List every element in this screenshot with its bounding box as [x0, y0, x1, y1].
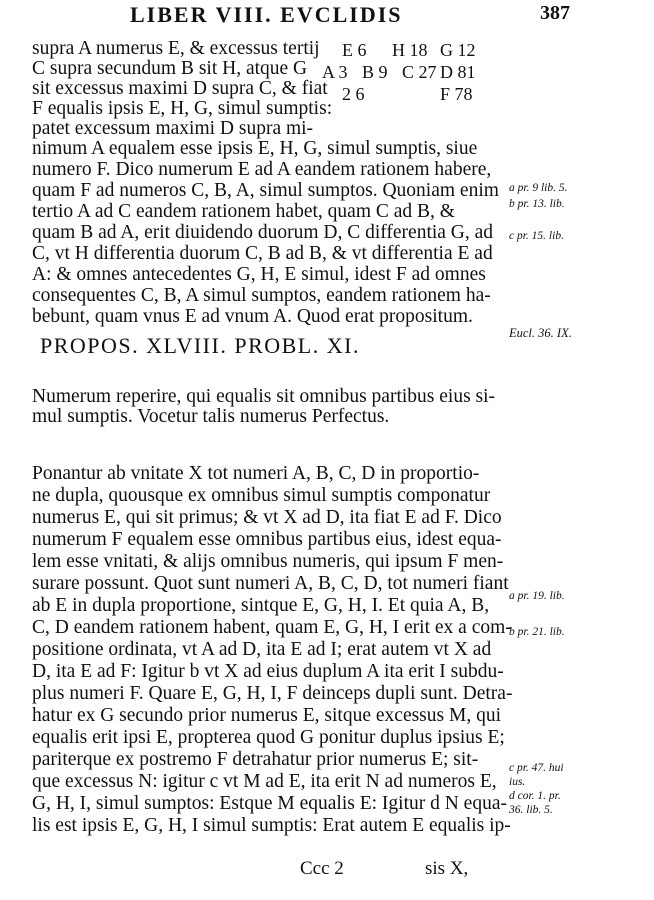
table-cell: G 12	[440, 40, 476, 60]
text-line: C, vt H differentia duorum C, B ad B, & vt differentia E ad	[32, 243, 493, 264]
table-cell: F 78	[440, 84, 473, 104]
text-line: numerus E, qui sit primus; & vt X ad D, ita fiat E ad F. Dico	[32, 507, 502, 528]
table-cell: E 6	[342, 40, 367, 60]
page-number: 387	[540, 2, 570, 24]
text-line: G, H, I, simul sumptos: Estque M equalis E: Igitur d N equa-	[32, 793, 507, 814]
enunciation-line: Numerum reperire, qui equalis sit omnibus partibus eius si-	[32, 386, 496, 407]
table-cell: C 27	[402, 62, 437, 82]
running-head: LIBER VIII. EVCLIDIS	[130, 2, 403, 27]
catchword: sis X,	[425, 858, 469, 879]
page-footer	[0, 858, 654, 884]
margin-note: c pr. 15. lib.	[509, 230, 564, 242]
text-line: hatur ex G secundo prior numerus E, sitque excessus M, qui	[32, 705, 501, 726]
text-line: tertio A ad C eandem rationem habet, quam C ad B, &	[32, 201, 455, 222]
text-line: numerum F equalem esse omnibus partibus eius, idest equa-	[32, 529, 502, 550]
table-cell: B 9	[362, 62, 388, 82]
table-cell: D 81	[440, 62, 476, 82]
margin-note: b pr. 13. lib.	[509, 198, 565, 210]
text-line: surare possunt. Quot sunt numeri A, B, C, D, tot numeri fiant	[32, 573, 509, 594]
margin-note: Eucl. 36. IX.	[509, 326, 572, 340]
text-line: bebunt, quam vnus E ad vnum A. Quod erat propositum.	[32, 306, 473, 327]
margin-note: c pr. 47. hui	[509, 762, 564, 774]
margin-note: ius.	[509, 776, 526, 788]
text-line: ab E in dupla proportione, sintque E, G, H, I. Et quia A, B,	[32, 595, 490, 616]
text-line: C supra secundum B sit H, atque G	[32, 58, 308, 79]
page-header	[130, 2, 570, 28]
text-line: positione ordinata, vt A ad D, ita E ad I; erat autem vt X ad	[32, 639, 492, 660]
text-line: patet excessum maximi D supra mi-	[32, 118, 314, 139]
text-line: quam F ad numeros C, B, A, simul sumptos. Quoniam enim	[32, 180, 499, 201]
text-line: numero F. Dico numerum E ad A eandem rationem habere,	[32, 159, 492, 180]
margin-note: b pr. 21. lib.	[509, 626, 565, 638]
text-line: ne dupla, quousque ex omnibus simul sumptis componatur	[32, 485, 491, 506]
text-line: plus numeri F. Quare E, G, H, I, F deinceps dupli sunt. Detra-	[32, 683, 513, 704]
signature-mark: Ccc 2	[300, 858, 344, 879]
enunciation-line: mul sumptis. Vocetur talis numerus Perfectus.	[32, 406, 390, 427]
margin-note: 36. lib. 5.	[509, 804, 553, 816]
text-line: lem esse vnitati, & alijs omnibus numeris, qui ipsum F men-	[32, 551, 504, 572]
text-line: sit excessus maximi D supra C, & fiat	[32, 78, 328, 99]
text-line: quam B ad A, erit diuidendo duorum D, C differentia G, ad	[32, 222, 494, 243]
text-line: equalis erit ipsi E, propterea quod G ponitur duplus ipsius E;	[32, 727, 505, 748]
margin-note: d cor. 1. pr.	[509, 790, 561, 802]
text-line: supra A numerus E, & excessus tertij	[32, 38, 320, 59]
table-cell: A 3	[322, 62, 348, 82]
text-line: D, ita E ad F: Igitur b vt X ad eius duplum A ita erit I subdu-	[32, 661, 504, 682]
text-line: nimum A equalem esse ipsis E, H, G, simul sumptis, siue	[32, 138, 478, 159]
text-line: C, D eandem rationem habent, quam E, G, H, I erit ex a com-	[32, 617, 512, 638]
text-line: pariterque ex postremo F detrahatur prior numerus E; sit-	[32, 749, 479, 770]
text-line: A: & omnes antecedentes G, H, E simul, idest F ad omnes	[32, 264, 486, 285]
number-table	[322, 40, 476, 108]
text-line: que excessus N: igitur c vt M ad E, ita erit N ad numeros E,	[32, 771, 497, 792]
margin-note: a pr. 19. lib.	[509, 590, 565, 602]
table-cell: 2 6	[342, 84, 365, 104]
text-line: lis est ipsis E, G, H, I simul sumptis: Erat autem E equalis ip-	[32, 815, 511, 836]
text-line: consequentes C, B, A simul sumptos, eandem rationem ha-	[32, 285, 491, 306]
table-cell: H 18	[392, 40, 428, 60]
margin-note: a pr. 9 lib. 5.	[509, 182, 568, 194]
text-line: F equalis ipsis E, H, G, simul sumptis:	[32, 98, 333, 119]
proposition-heading: PROPOS. XLVIII. PROBL. XI.	[40, 333, 360, 358]
text-line: Ponantur ab vnitate X tot numeri A, B, C, D in proportio-	[32, 463, 480, 484]
